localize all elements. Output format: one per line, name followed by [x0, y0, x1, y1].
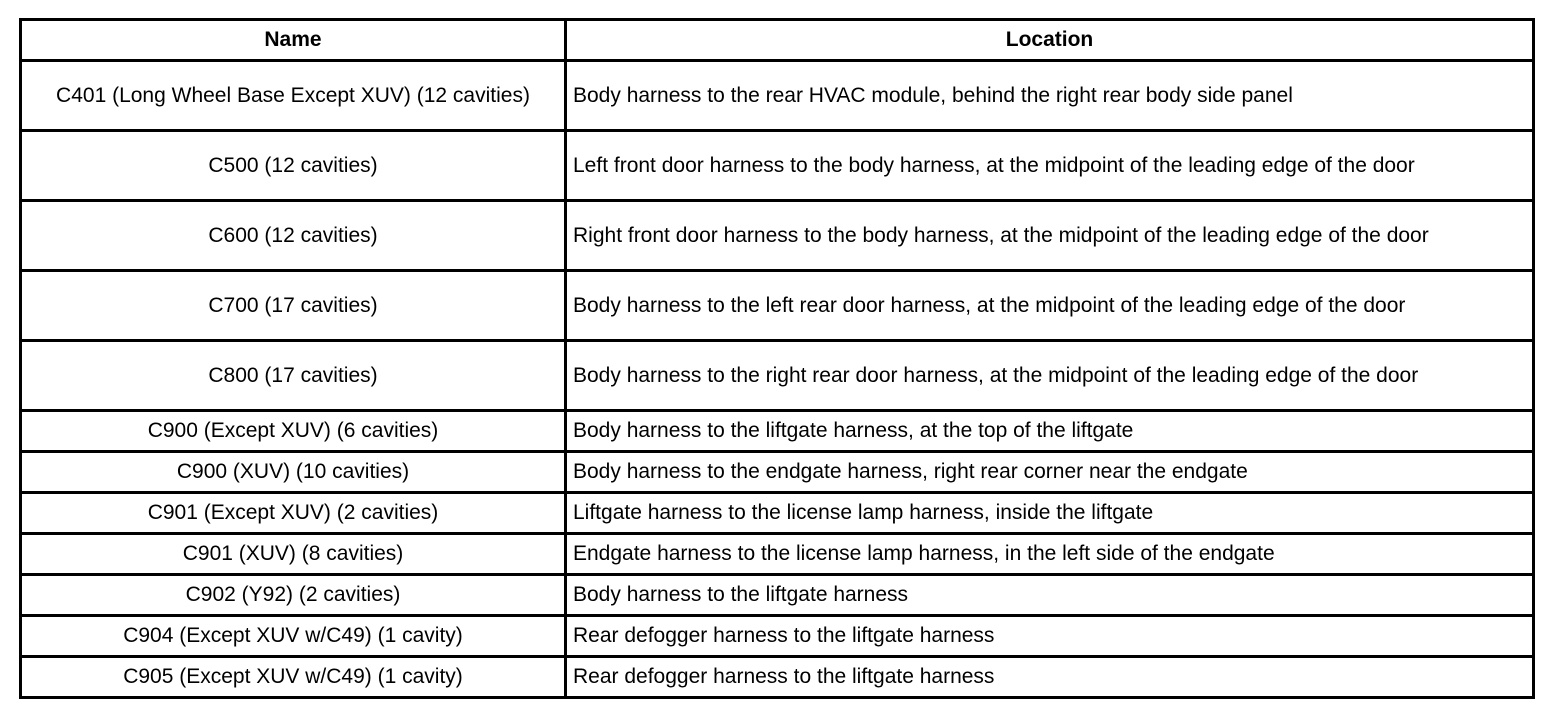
table-row	[21, 341, 1534, 411]
connector-name: C901 (Except XUV) (2 cavities)	[21, 493, 566, 534]
header-name: Name	[21, 20, 566, 61]
connector-name: C905 (Except XUV w/C49) (1 cavity)	[21, 657, 566, 698]
header-location: Location	[566, 20, 1534, 61]
table-row	[21, 201, 1534, 271]
table-row	[21, 575, 1534, 616]
connector-name: C904 (Except XUV w/C49) (1 cavity)	[21, 616, 566, 657]
table-row	[21, 534, 1534, 575]
connector-location: Body harness to the right rear door harness, at the midpoint of the leading edge of the door	[566, 341, 1534, 411]
connector-location: Liftgate harness to the license lamp harness, inside the liftgate	[566, 493, 1534, 534]
connector-name: C401 (Long Wheel Base Except XUV) (12 cavities)	[21, 61, 566, 131]
connector-name: C900 (Except XUV) (6 cavities)	[21, 411, 566, 452]
connector-name: C901 (XUV) (8 cavities)	[21, 534, 566, 575]
connector-location: Right front door harness to the body harness, at the midpoint of the leading edge of the door	[566, 201, 1534, 271]
table-row	[21, 452, 1534, 493]
connector-table	[19, 18, 1535, 699]
table-row	[21, 616, 1534, 657]
connector-location: Body harness to the left rear door harness, at the midpoint of the leading edge of the door	[566, 271, 1534, 341]
table-header-row	[21, 20, 1534, 61]
table-row	[21, 271, 1534, 341]
connector-location: Body harness to the liftgate harness, at the top of the liftgate	[566, 411, 1534, 452]
connector-name: C900 (XUV) (10 cavities)	[21, 452, 566, 493]
connector-location: Endgate harness to the license lamp harness, in the left side of the endgate	[566, 534, 1534, 575]
connector-location: Body harness to the rear HVAC module, behind the right rear body side panel	[566, 61, 1534, 131]
connector-location: Rear defogger harness to the liftgate harness	[566, 657, 1534, 698]
connector-location: Left front door harness to the body harness, at the midpoint of the leading edge of the door	[566, 131, 1534, 201]
connector-name: C500 (12 cavities)	[21, 131, 566, 201]
connector-location: Rear defogger harness to the liftgate harness	[566, 616, 1534, 657]
connector-name: C800 (17 cavities)	[21, 341, 566, 411]
connector-location: Body harness to the liftgate harness	[566, 575, 1534, 616]
table-row	[21, 657, 1534, 698]
table-row	[21, 131, 1534, 201]
table-row	[21, 493, 1534, 534]
connector-location: Body harness to the endgate harness, right rear corner near the endgate	[566, 452, 1534, 493]
table-row	[21, 61, 1534, 131]
connector-name: C700 (17 cavities)	[21, 271, 566, 341]
connector-name: C902 (Y92) (2 cavities)	[21, 575, 566, 616]
table-row	[21, 411, 1534, 452]
connector-name: C600 (12 cavities)	[21, 201, 566, 271]
